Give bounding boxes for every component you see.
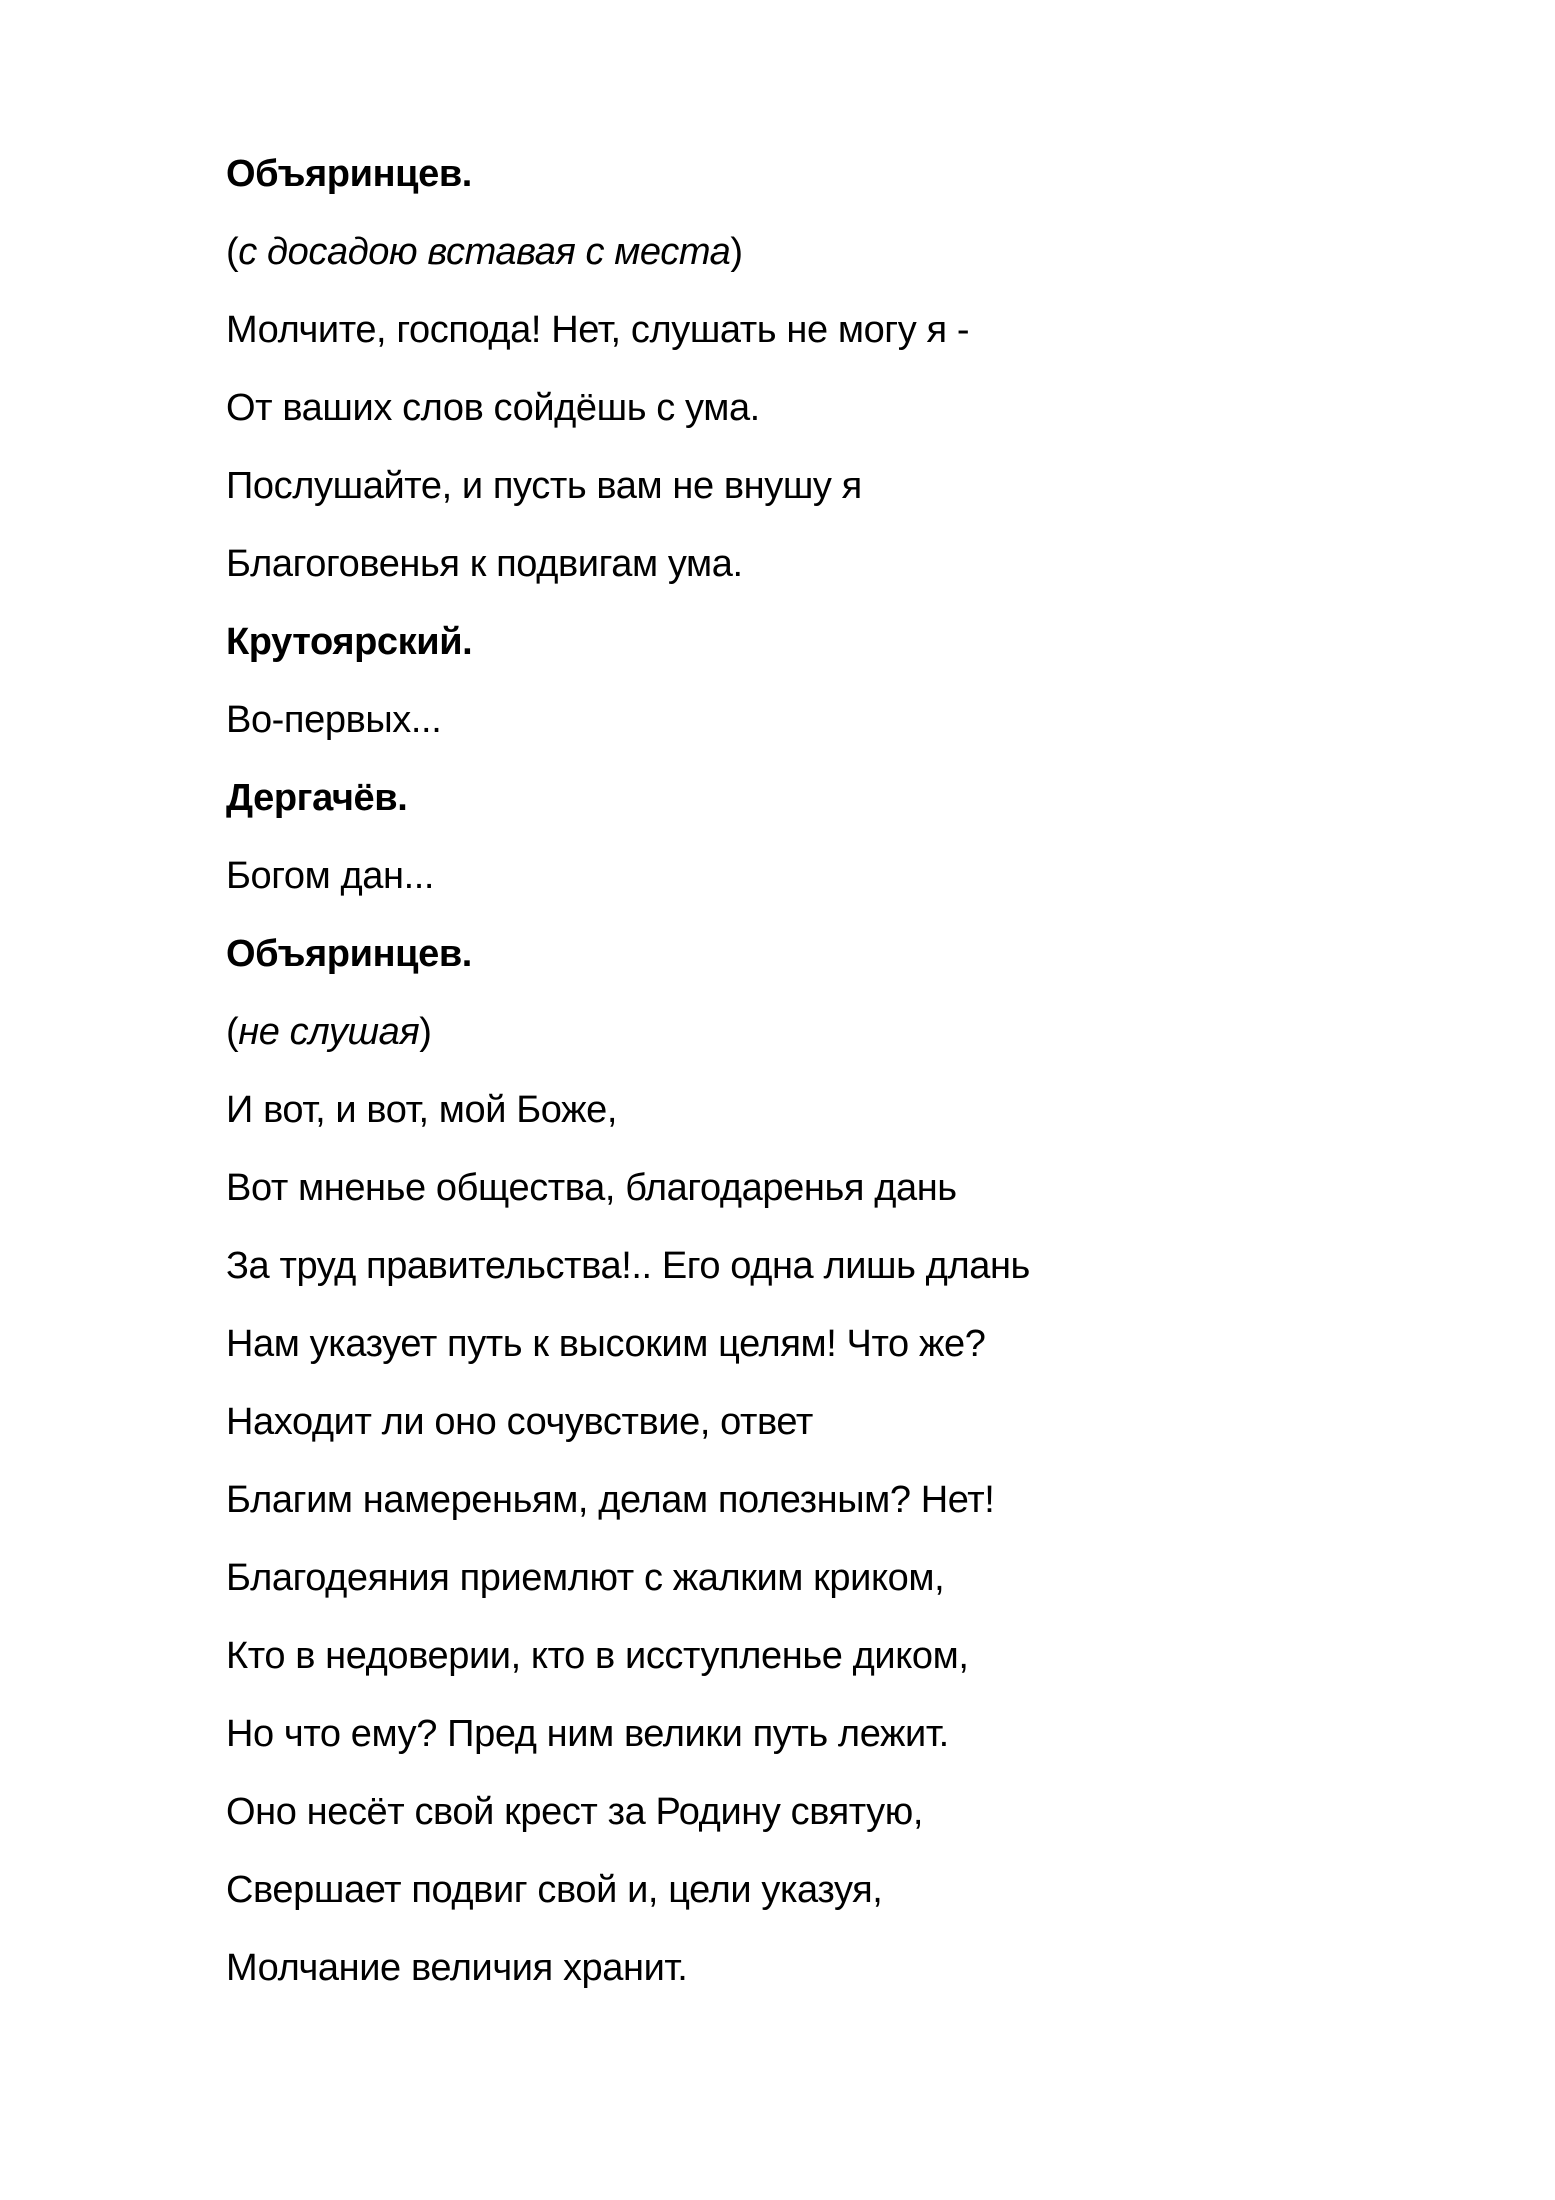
verse-line: Богом дан...	[226, 855, 435, 897]
verse-line: Молчите, господа! Нет, слушать не могу я -	[226, 309, 970, 351]
stage-direction	[226, 230, 1455, 274]
verse-line: Кто в недоверии, кто в исступленье диком,	[226, 1635, 969, 1677]
verse-line: Благоговенья к подвигам ума.	[226, 543, 743, 585]
verse-line: Послушайте, и пусть вам не внушу я	[226, 465, 862, 507]
character-name: Объяринцев.	[226, 153, 472, 195]
character-name: Дергачёв.	[226, 777, 408, 819]
verse-line: От ваших слов сойдёшь с ума.	[226, 387, 760, 429]
verse-line: Но что ему? Пред ним велики путь лежит.	[226, 1713, 949, 1755]
open-paren: (	[226, 1011, 239, 1053]
verse-line: Благим намереньям, делам полезным? Нет!	[226, 1479, 995, 1521]
close-paren: )	[419, 1011, 432, 1053]
verse-line: Молчание величия хранит.	[226, 1947, 688, 1989]
verse-line: Свершает подвиг свой и, цели указуя,	[226, 1869, 883, 1911]
verse-line: Оно несёт свой крест за Родину святую,	[226, 1791, 924, 1833]
script-body	[226, 152, 1455, 1990]
open-paren: (	[226, 231, 239, 273]
stage-direction	[226, 1010, 1455, 1054]
verse-line: Во-первых...	[226, 699, 442, 741]
verse-line: Вот мненье общества, благодаренья дань	[226, 1167, 957, 1209]
verse-line: И вот, и вот, мой Боже,	[226, 1089, 617, 1131]
verse-line: Благодеяния приемлют с жалким криком,	[226, 1557, 945, 1599]
verse-line: Нам указует путь к высоким целям! Что же?	[226, 1323, 986, 1365]
stage-direction-text: с досадою вставая с места	[238, 231, 731, 273]
stage-direction-text: не слушая	[238, 1011, 420, 1053]
character-name: Объяринцев.	[226, 933, 472, 975]
close-paren: )	[730, 231, 743, 273]
verse-line: Находит ли оно сочувствие, ответ	[226, 1401, 813, 1443]
verse-line: За труд правительства!.. Его одна лишь длань	[226, 1245, 1030, 1287]
character-name: Крутоярский.	[226, 621, 473, 663]
